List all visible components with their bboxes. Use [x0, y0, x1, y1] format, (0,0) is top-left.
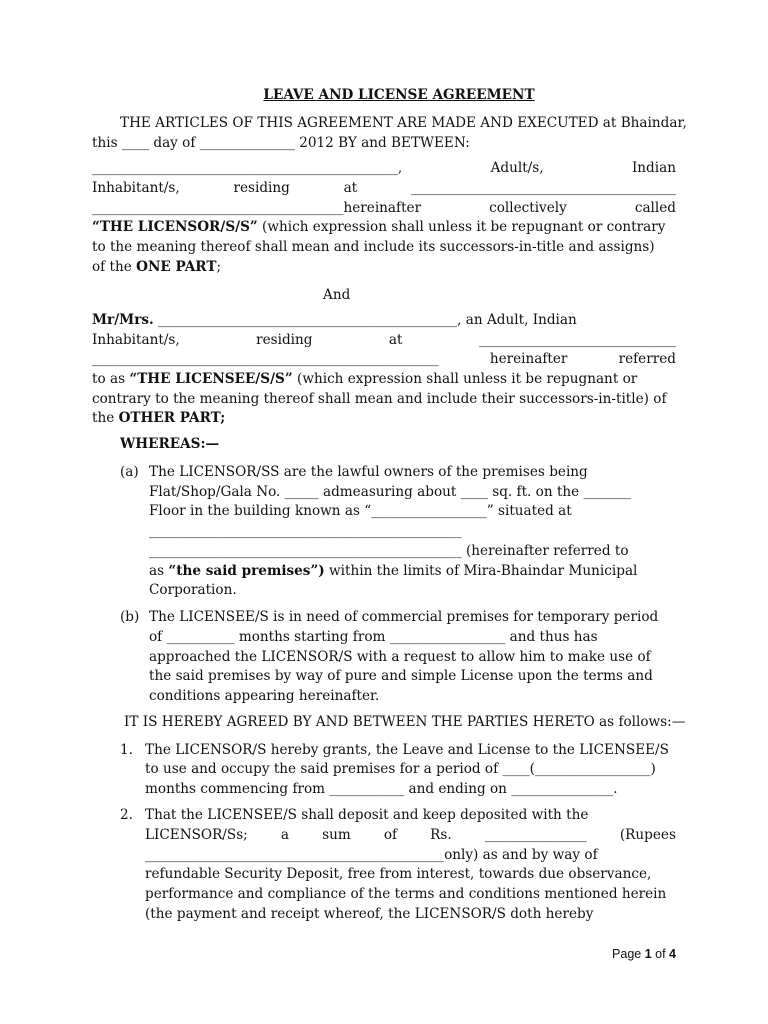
- licensor-address-blank: _______________________________________: [410, 180, 676, 196]
- licensee-line-6: [92, 409, 225, 427]
- page-label: Page: [612, 947, 645, 961]
- clause-b-line-5: conditions appearing hereinafter.: [149, 688, 380, 704]
- clause-a-line-2: Flat/Shop/Gala No. _____ admeasuring about ____ sq. ft. on the _______: [149, 484, 632, 500]
- text-residing: residing: [233, 180, 290, 196]
- item-2-line-2: [145, 826, 676, 844]
- clause-b-line-2: of __________ months starting from _________________ and thus has: [149, 629, 598, 645]
- text-adults: Adult/s,: [490, 160, 544, 176]
- preamble-line-1: THE ARTICLES OF THIS AGREEMENT ARE MADE AND EXECUTED at Bhaindar,: [120, 115, 687, 131]
- text-indian: Indian: [631, 160, 676, 176]
- clause-a-line-6: [149, 562, 637, 580]
- clause-a-marker: (a): [120, 464, 139, 480]
- text-hereinafter: hereinafter: [489, 351, 568, 367]
- licensee-name-blank: ____________________________________________, an Adult, Indian: [153, 312, 577, 328]
- licensee-line-1: [92, 311, 577, 329]
- licensee-line-6-pre: the: [92, 410, 119, 426]
- preamble-line-5: [92, 199, 676, 217]
- preamble-line-8: [92, 258, 221, 276]
- item-2-sum: sum: [322, 827, 351, 843]
- licensee-line-5: contrary to the meaning thereof shall mean and include their successors-in-title) of: [92, 391, 667, 407]
- licensee-address-blank: _____________________________: [478, 332, 676, 348]
- licensor-term: “THE LICENSOR/S/S”: [92, 219, 258, 235]
- text-residing-2: residing: [256, 332, 313, 348]
- licensor-name-blank: _____________________________________________,: [92, 160, 403, 176]
- item-1-line-2: to use and occupy the said premises for a period of ____(_________________): [145, 761, 656, 777]
- clause-a-line-4: ______________________________________________: [149, 523, 462, 539]
- clause-a-line-7: Corporation.: [149, 582, 237, 598]
- preamble-line-8-pre: of the: [92, 259, 137, 275]
- clause-a-line-6-pre: as: [149, 563, 169, 579]
- item-1-line-1: The LICENSOR/S hereby grants, the Leave and License to the LICENSEE/S: [145, 742, 669, 758]
- item-2-rupees: (Rupees: [619, 827, 676, 843]
- deposit-amount-blank: _______________: [484, 827, 587, 843]
- preamble-line-2: this ____ day of ______________ 2012 BY and BETWEEN:: [92, 135, 470, 151]
- total-pages: 4: [669, 947, 676, 961]
- text-called: called: [634, 200, 676, 216]
- clause-b-marker: (b): [120, 609, 140, 625]
- licensee-line-4: [92, 370, 637, 388]
- current-page: 1: [644, 947, 652, 961]
- licensee-address-blank-2: ___________________________________________________: [92, 351, 439, 367]
- preamble-line-6: [92, 218, 665, 236]
- page-number: [612, 946, 676, 962]
- item-2-line-4: refundable Security Deposit, free from interest, towards due observance,: [145, 866, 652, 882]
- one-part-term: ONE PART: [136, 259, 217, 275]
- text-at-2: at: [388, 332, 403, 348]
- item-2-marker: 2.: [120, 807, 133, 823]
- clause-b-line-1: The LICENSEE/S is in need of commercial premises for temporary period: [149, 609, 659, 625]
- clause-a-line-6-text: within the limits of Mira-Bhaindar Municipal: [324, 563, 638, 579]
- text-inhabitants: Inhabitant/s,: [92, 180, 180, 196]
- text-inhabitants-2: Inhabitant/s,: [92, 332, 180, 348]
- clause-b-line-3: approached the LICENSOR/S with a request to allow him to make use of: [149, 649, 651, 665]
- item-2-rs: Rs.: [430, 827, 452, 843]
- said-premises-term: “the said premises”): [168, 563, 325, 579]
- item-2-line-1: That the LICENSEE/S shall deposit and keep deposited with the: [145, 807, 589, 823]
- text-collectively: collectively: [489, 200, 567, 216]
- item-2-of: of: [383, 827, 398, 843]
- preamble-line-6-text: (which expression shall unless it be repugnant or contrary: [257, 219, 666, 235]
- licensee-line-2: [92, 331, 676, 349]
- preamble-line-3: [92, 159, 676, 177]
- document-title: LEAVE AND LICENSE AGREEMENT: [263, 87, 535, 103]
- text-at: at: [343, 180, 358, 196]
- clause-a-line-5: ______________________________________________ (hereinafter referred to: [149, 543, 629, 559]
- mr-mrs-label: Mr/Mrs.: [92, 312, 154, 328]
- licensor-address-blank-2: _____________________________________hereinafter: [92, 200, 422, 216]
- and-label: And: [323, 287, 351, 303]
- item-2-line-5: performance and compliance of the terms and conditions mentioned herein: [145, 886, 667, 902]
- text-referred: referred: [618, 351, 676, 367]
- preamble-line-8-post: ;: [216, 259, 222, 275]
- clause-a-line-1: The LICENSOR/SS are the lawful owners of the premises being: [149, 464, 588, 480]
- item-1-marker: 1.: [120, 742, 133, 758]
- item-2-a: a: [280, 827, 289, 843]
- item-2-licensor: LICENSOR/Ss;: [145, 827, 248, 843]
- clause-a-line-3: Floor in the building known as “_________________” situated at: [149, 503, 572, 519]
- of-label: of: [651, 947, 670, 961]
- item-2-line-6: (the payment and receipt whereof, the LICENSOR/S doth hereby: [145, 906, 594, 922]
- preamble-line-7: to the meaning thereof shall mean and include its successors-in-title and assigns): [92, 239, 655, 255]
- other-part-term: OTHER PART;: [118, 410, 226, 426]
- agreed-line: IT IS HEREBY AGREED BY AND BETWEEN THE PARTIES HERETO as follows:—: [124, 714, 686, 730]
- whereas-heading: WHEREAS:—: [120, 436, 220, 452]
- preamble-line-4: [92, 179, 676, 197]
- item-2-line-3: ____________________________________________only) as and by way of: [145, 847, 598, 863]
- licensee-line-3: [92, 350, 676, 368]
- licensee-line-4-pre: to as: [92, 371, 130, 387]
- licensee-term: “THE LICENSEE/S/S”: [129, 371, 293, 387]
- licensee-line-4-text: (which expression shall unless it be repugnant or: [292, 371, 638, 387]
- item-1-line-3: months commencing from ___________ and ending on _______________.: [145, 781, 618, 797]
- clause-b-line-4: the said premises by way of pure and simple License upon the terms and: [149, 668, 653, 684]
